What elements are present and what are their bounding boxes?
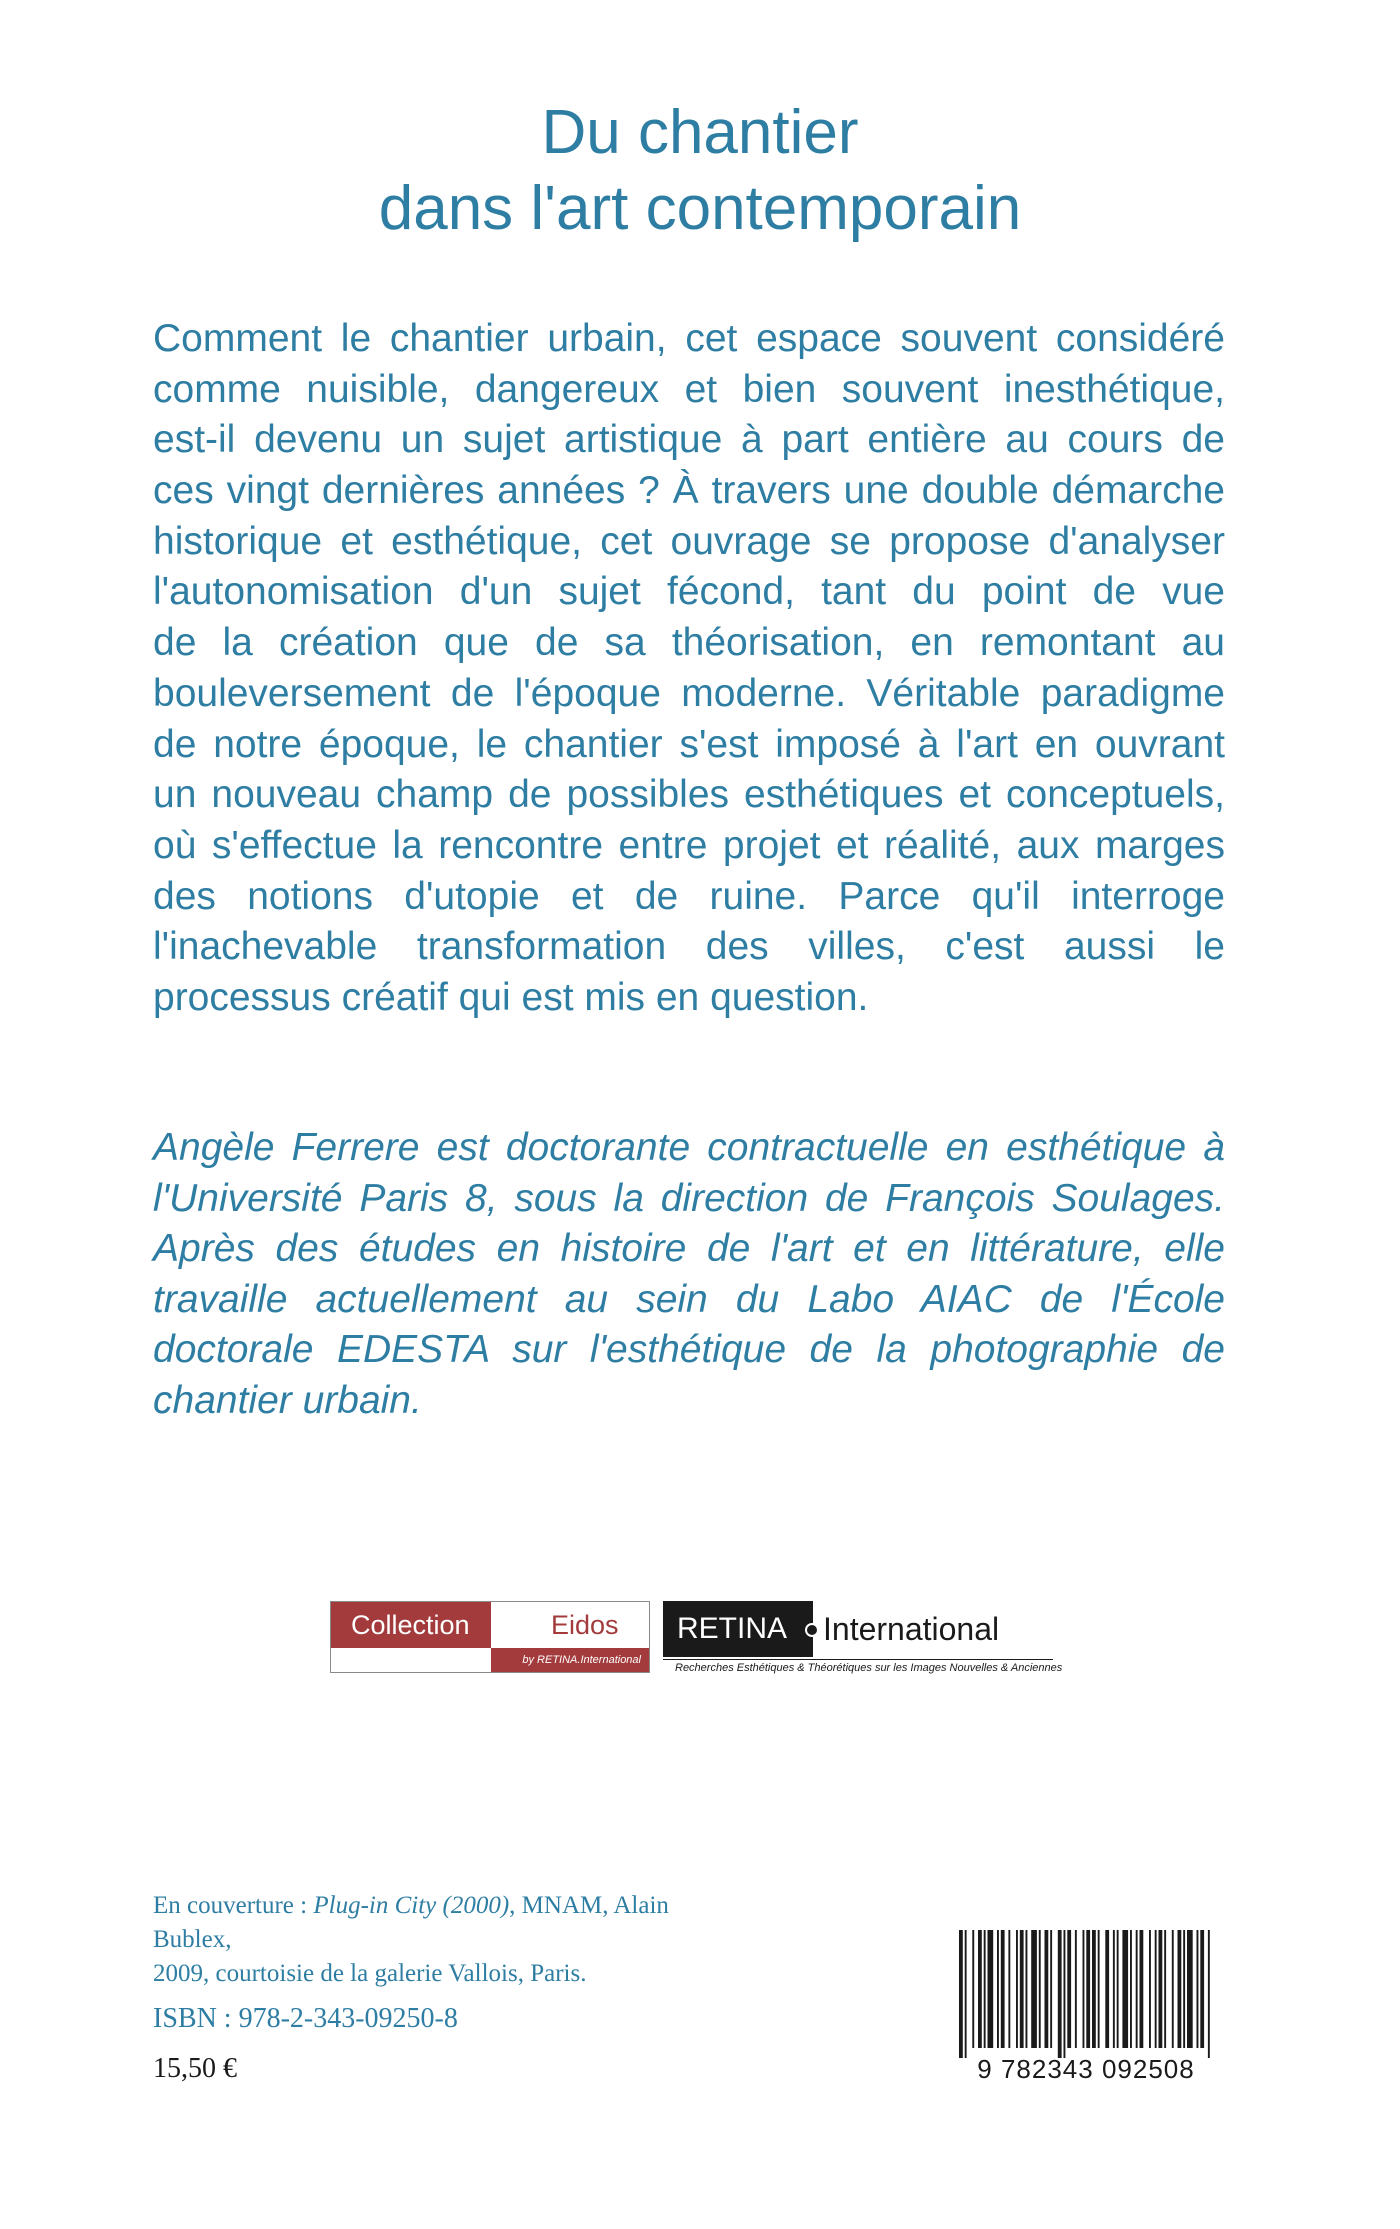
bio-line: doctorale EDESTA sur l'esthétique de la photographie de bbox=[153, 1328, 1225, 1371]
barcode-bar bbox=[984, 1930, 986, 2048]
retina-label: RETINA bbox=[663, 1601, 813, 1657]
barcode-bar bbox=[1008, 1930, 1010, 2048]
barcode-bar bbox=[1197, 1930, 1199, 2048]
barcode-bar bbox=[1208, 1930, 1210, 2058]
barcode-bar bbox=[1113, 1930, 1115, 2048]
barcode-bar bbox=[959, 1930, 963, 2058]
summary-line: est-il devenu un sujet artistique à part entière au cours de bbox=[153, 418, 1225, 462]
summary-line: de notre époque, le chantier s'est imposé à l'art en ouvrant bbox=[153, 722, 1225, 766]
credit-prefix: En couverture : bbox=[153, 1892, 314, 1919]
barcode-bar bbox=[1159, 1930, 1163, 2048]
bio-line: Après des études en histoire de l'art et en littérature, elle bbox=[153, 1227, 1225, 1270]
barcode-bar bbox=[978, 1930, 982, 2048]
collection-eidos-logo bbox=[330, 1601, 650, 1673]
bio-line: travaille actuellement au sein du Labo AIAC de l'École bbox=[153, 1277, 1225, 1321]
credit-line-2: 2009, courtoisie de la galerie Vallois, Paris. bbox=[153, 1960, 587, 1987]
barcode-bar bbox=[1092, 1930, 1096, 2048]
barcode-bar bbox=[1136, 1930, 1138, 2048]
barcode-bar bbox=[1130, 1930, 1132, 2048]
barcode bbox=[955, 1930, 1217, 2090]
barcode-bar bbox=[1045, 1930, 1049, 2048]
barcode-bar bbox=[1105, 1930, 1109, 2048]
barcode-bar bbox=[1122, 1930, 1128, 2048]
summary-text bbox=[153, 314, 1225, 1024]
barcode-digits: 9 782343 092508 bbox=[977, 2054, 1195, 2084]
retina-rule bbox=[663, 1659, 1053, 1660]
barcode-bar bbox=[1164, 1930, 1166, 2048]
barcode-bar bbox=[1140, 1930, 1144, 2048]
barcode-bar bbox=[965, 1930, 967, 2058]
barcode-bar bbox=[1200, 1930, 1204, 2048]
barcode-bar bbox=[1098, 1930, 1100, 2048]
retina-international-logo bbox=[663, 1601, 1063, 1674]
bio-line: l'Université Paris 8, sous la direction de François Soulages. bbox=[153, 1176, 1225, 1220]
barcode-bar bbox=[1026, 1930, 1028, 2048]
bio-line-1-rest: est doctorante contractuelle en esthétique à bbox=[419, 1126, 1225, 1169]
barcode-bar bbox=[1050, 1930, 1052, 2048]
barcode-bar bbox=[988, 1930, 994, 2048]
title-line-2: dans l'art contemporain bbox=[378, 174, 1022, 243]
barcode-bar bbox=[1155, 1930, 1157, 2048]
credit-work-title: Plug-in City (2000) bbox=[313, 1892, 510, 1919]
summary-line: des notions d'utopie et de ruine. Parce qu'il interroge bbox=[153, 874, 1225, 918]
barcode-bar bbox=[997, 1930, 999, 2048]
credit-line-1 bbox=[153, 1889, 753, 1957]
summary-line: où s'effectue la rencontre entre projet et réalité, aux marges bbox=[153, 823, 1225, 867]
barcode-bar bbox=[1172, 1930, 1174, 2048]
author-name: Angèle Ferrere bbox=[153, 1126, 420, 1169]
summary-line: historique et esthétique, cet ouvrage se propose d'analyser bbox=[153, 519, 1225, 563]
logo-blank-block bbox=[331, 1648, 491, 1672]
barcode-bar bbox=[1039, 1930, 1041, 2048]
collection-sub-label: by RETINA.International bbox=[491, 1648, 649, 1672]
eidos-label: Eidos bbox=[551, 1610, 619, 1640]
barcode-bar bbox=[1016, 1930, 1018, 2048]
barcode-bar bbox=[1187, 1930, 1193, 2048]
summary-line: ces vingt dernières années ? À travers une double démarche bbox=[153, 469, 1225, 513]
barcode-bar bbox=[1117, 1930, 1119, 2048]
barcode-bars bbox=[955, 1930, 1217, 2060]
summary-line: comme nuisible, dangereux et bien souvent inesthétique, bbox=[153, 367, 1225, 411]
barcode-bar bbox=[1031, 1930, 1037, 2048]
retina-tagline: Recherches Esthétiques & Théorétiques sur les Images Nouvelles & Anciennes bbox=[675, 1662, 1063, 1674]
summary-line: Comment le chantier urbain, cet espace souvent considéré bbox=[153, 317, 1225, 360]
barcode-bar bbox=[1064, 1930, 1066, 2058]
barcode-bar bbox=[972, 1930, 974, 2048]
barcode-bar bbox=[1020, 1930, 1024, 2048]
barcode-bar bbox=[1183, 1930, 1185, 2048]
barcode-bar bbox=[1001, 1930, 1005, 2048]
cover-credit bbox=[153, 1889, 753, 1991]
bio-line: chantier urbain. bbox=[153, 1378, 422, 1422]
summary-line: bouleversement de l'époque moderne. Véritable paradigme bbox=[153, 671, 1225, 715]
summary-line: processus créatif qui est mis en question. bbox=[153, 975, 869, 1019]
retina-dot-icon bbox=[805, 1623, 819, 1637]
barcode-bar bbox=[1086, 1930, 1090, 2048]
barcode-bar bbox=[1067, 1930, 1071, 2048]
summary-line: l'autonomisation d'un sujet fécond, tant du point de vue bbox=[153, 570, 1225, 614]
summary-line: l'inachevable transformation des villes, c'est aussi le bbox=[153, 925, 1225, 969]
barcode-bar bbox=[1149, 1930, 1151, 2048]
barcode-bar bbox=[1178, 1930, 1182, 2048]
collection-label: Collection bbox=[331, 1602, 491, 1648]
barcode-bar bbox=[1083, 1930, 1085, 2048]
book-title bbox=[0, 95, 1400, 247]
international-label: International bbox=[823, 1611, 1000, 1647]
price: 15,50 € bbox=[153, 2053, 237, 2084]
credit-rest: , MNAM, Alain Bublex, bbox=[153, 1892, 669, 1953]
author-bio bbox=[153, 1123, 1225, 1426]
title-line-1: Du chantier bbox=[541, 98, 859, 167]
isbn: ISBN : 978-2-343-09250-8 bbox=[153, 2003, 458, 2034]
summary-line: un nouveau champ de possibles esthétiques et conceptuels, bbox=[153, 773, 1225, 817]
summary-line: de la création que de sa théorisation, en remontant au bbox=[153, 621, 1225, 665]
barcode-bar bbox=[1075, 1930, 1077, 2048]
barcode-bar bbox=[1058, 1930, 1062, 2058]
bio-line bbox=[153, 1123, 1225, 1174]
